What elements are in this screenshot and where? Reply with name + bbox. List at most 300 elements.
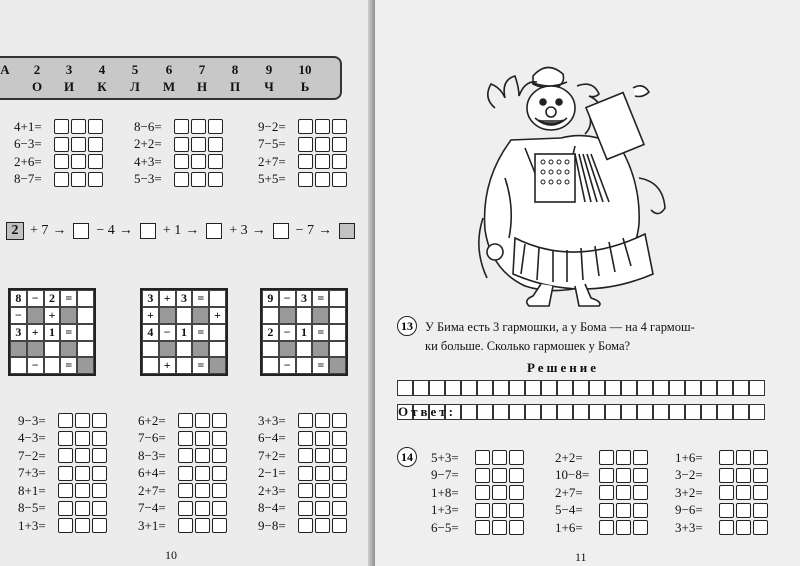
puzzle-empty-cell[interactable]	[312, 341, 329, 358]
answer-cell[interactable]	[212, 448, 227, 463]
answer-cell[interactable]	[315, 119, 330, 134]
answer-cell[interactable]	[195, 448, 210, 463]
arrow-right-icon: →	[251, 223, 266, 238]
grid-cell[interactable]	[493, 404, 509, 420]
answer-cell[interactable]	[71, 119, 86, 134]
grid-cell[interactable]	[717, 404, 733, 420]
answer-cell[interactable]	[332, 431, 347, 446]
answer-cell[interactable]	[616, 503, 631, 518]
answer-cell[interactable]	[195, 413, 210, 428]
answer-cell[interactable]	[174, 137, 189, 152]
answer-cell[interactable]	[298, 413, 313, 428]
answer-cell[interactable]	[174, 172, 189, 187]
grid-cell[interactable]	[605, 404, 621, 420]
answer-cell[interactable]	[212, 483, 227, 498]
equation-row	[431, 484, 526, 502]
equation-text: 5−3=	[134, 171, 162, 187]
answer-cell[interactable]	[332, 154, 347, 169]
equation-row	[675, 502, 770, 520]
puzzle-empty-cell[interactable]	[176, 341, 193, 357]
puzzle-empty-cell[interactable]	[329, 324, 346, 341]
puzzle-empty-cell[interactable]	[44, 341, 61, 357]
answer-cell[interactable]	[208, 172, 223, 187]
answer-cell[interactable]	[616, 468, 631, 483]
equation-row	[18, 430, 109, 448]
answer-cell[interactable]	[88, 172, 103, 187]
equation-text: 6+4=	[138, 465, 166, 481]
answer-cell[interactable]	[88, 119, 103, 134]
answer-cell[interactable]	[492, 450, 507, 465]
answer-cell[interactable]	[178, 483, 193, 498]
puzzle-empty-cell[interactable]	[10, 341, 27, 357]
puzzle-cell: 8	[10, 290, 27, 307]
puzzle-empty-cell[interactable]	[262, 307, 279, 324]
equation-row	[675, 519, 770, 537]
equation-text: 3+3=	[258, 412, 286, 428]
answer-cell[interactable]	[315, 172, 330, 187]
answer-cell[interactable]	[315, 466, 330, 481]
answer-cell[interactable]	[719, 450, 734, 465]
grid-cell[interactable]	[589, 380, 605, 396]
answer-cell[interactable]	[616, 450, 631, 465]
puzzle-cell: +	[159, 290, 176, 307]
answer-cell[interactable]	[298, 483, 313, 498]
answer-cell[interactable]	[71, 154, 86, 169]
answer-cell[interactable]	[509, 450, 524, 465]
grid-cell[interactable]	[605, 380, 621, 396]
answer-cell[interactable]	[174, 119, 189, 134]
puzzle-empty-cell[interactable]	[296, 307, 313, 324]
answer-cell[interactable]	[736, 485, 751, 500]
task-number-badge: 14	[397, 447, 417, 467]
answer-cell[interactable]	[92, 431, 107, 446]
puzzle-cell: =	[60, 357, 77, 374]
grid-cell[interactable]	[413, 380, 429, 396]
grid-cell[interactable]	[509, 404, 525, 420]
answer-cell[interactable]	[75, 518, 90, 533]
puzzle-empty-cell[interactable]	[329, 357, 346, 374]
grid-cell[interactable]	[749, 380, 765, 396]
answer-cell[interactable]	[298, 466, 313, 481]
grid-cell[interactable]	[461, 380, 477, 396]
code-letter: О	[31, 79, 43, 94]
answer-cell[interactable]	[753, 485, 768, 500]
grid-cell[interactable]	[589, 404, 605, 420]
page-number: 10	[165, 548, 177, 562]
grid-cell[interactable]	[445, 380, 461, 396]
answer-cell[interactable]	[599, 468, 614, 483]
puzzle-empty-cell[interactable]	[159, 307, 176, 324]
grid-cell[interactable]	[557, 380, 573, 396]
answer-cell[interactable]	[195, 518, 210, 533]
answer-cell[interactable]	[475, 485, 490, 500]
puzzle-empty-cell[interactable]	[142, 341, 159, 357]
code-digit: 4	[98, 62, 106, 77]
answer-cell[interactable]	[475, 503, 490, 518]
equation-row	[258, 412, 349, 430]
solution-grid[interactable]	[397, 380, 765, 396]
answer-cell[interactable]	[191, 154, 206, 169]
puzzle-empty-cell[interactable]	[77, 357, 94, 374]
answer-cell[interactable]	[178, 501, 193, 516]
answer-cell[interactable]	[616, 520, 631, 535]
answer-cell[interactable]	[332, 413, 347, 428]
answer-cell[interactable]	[599, 503, 614, 518]
answer-cell[interactable]	[315, 137, 330, 152]
grid-cell[interactable]	[525, 404, 541, 420]
answer-cell[interactable]	[54, 137, 69, 152]
answer-cell[interactable]	[736, 503, 751, 518]
answer-cell[interactable]	[298, 448, 313, 463]
grid-cell[interactable]	[653, 404, 669, 420]
answer-cell[interactable]	[492, 468, 507, 483]
puzzle-cell: 2	[262, 324, 279, 341]
answer-cell[interactable]	[492, 485, 507, 500]
equation-row	[134, 136, 225, 154]
equation-row	[258, 517, 349, 535]
puzzle-empty-cell[interactable]	[44, 357, 61, 374]
answer-cell[interactable]	[208, 119, 223, 134]
answer-cell[interactable]	[75, 483, 90, 498]
answer-cell[interactable]	[195, 483, 210, 498]
puzzle-empty-cell[interactable]	[159, 341, 176, 357]
equation-row	[138, 430, 229, 448]
answer-cell[interactable]	[88, 137, 103, 152]
answer-cell[interactable]	[212, 518, 227, 533]
answer-cell[interactable]	[92, 483, 107, 498]
answer-cell[interactable]	[475, 468, 490, 483]
answer-cell[interactable]	[58, 466, 73, 481]
answer-cell[interactable]	[178, 413, 193, 428]
answer-cell[interactable]	[71, 137, 86, 152]
puzzle-empty-cell[interactable]	[60, 341, 77, 357]
answer-cell[interactable]	[92, 501, 107, 516]
answer-cell[interactable]	[195, 501, 210, 516]
answer-cell[interactable]	[298, 431, 313, 446]
answer-cell[interactable]	[753, 503, 768, 518]
answer-cell[interactable]	[75, 448, 90, 463]
equation-text: 2+2=	[134, 136, 162, 152]
grid-cell[interactable]	[701, 404, 717, 420]
answer-cell[interactable]	[753, 468, 768, 483]
answer-cell[interactable]	[599, 485, 614, 500]
answer-cell[interactable]	[191, 119, 206, 134]
answer-cell[interactable]	[58, 483, 73, 498]
puzzle-empty-cell[interactable]	[27, 307, 44, 324]
answer-cell[interactable]	[92, 413, 107, 428]
puzzle-cell: =	[192, 357, 209, 374]
answer-cell[interactable]	[88, 154, 103, 169]
equation-block	[258, 412, 349, 535]
puzzle-empty-cell[interactable]	[77, 341, 94, 357]
grid-cell[interactable]	[621, 404, 637, 420]
code-column	[54, 61, 84, 95]
answer-cell[interactable]	[599, 450, 614, 465]
answer-cell[interactable]	[616, 485, 631, 500]
answer-cell[interactable]	[54, 172, 69, 187]
puzzle-cell: =	[312, 357, 329, 374]
equation-row	[14, 136, 105, 154]
answer-cell[interactable]	[298, 172, 313, 187]
answer-cell[interactable]	[58, 413, 73, 428]
answer-cell[interactable]	[58, 518, 73, 533]
chain-operation: + 3	[229, 223, 248, 238]
puzzle-empty-cell[interactable]	[209, 324, 226, 341]
answer-cell[interactable]	[208, 137, 223, 152]
grid-cell[interactable]	[541, 404, 557, 420]
answer-cell[interactable]	[475, 450, 490, 465]
puzzle-empty-cell[interactable]	[77, 324, 94, 341]
equation-text: 2+6=	[14, 153, 42, 169]
grid-cell[interactable]	[669, 380, 685, 396]
equation-block	[258, 118, 349, 188]
equation-row	[431, 519, 526, 537]
equation-text: 7−6=	[138, 430, 166, 446]
grid-cell[interactable]	[669, 404, 685, 420]
answer-cell[interactable]	[509, 468, 524, 483]
equation-text: 2+2=	[555, 449, 583, 465]
equation-block	[134, 118, 225, 188]
puzzle-empty-cell[interactable]	[77, 307, 94, 324]
answer-cell[interactable]	[191, 172, 206, 187]
answer-cell[interactable]	[332, 448, 347, 463]
answer-cell[interactable]	[509, 503, 524, 518]
answer-cell[interactable]	[475, 520, 490, 535]
equation-text: 7+2=	[258, 447, 286, 463]
answer-cell[interactable]	[195, 466, 210, 481]
grid-cell[interactable]	[685, 380, 701, 396]
answer-cell[interactable]	[298, 154, 313, 169]
answer-cell[interactable]	[315, 448, 330, 463]
equation-text: 2+7=	[138, 482, 166, 498]
answer-cell[interactable]	[736, 450, 751, 465]
equation-text: 6−5=	[431, 519, 459, 535]
answer-cell[interactable]	[332, 518, 347, 533]
answer-cell[interactable]	[58, 501, 73, 516]
equation-text: 9−8=	[258, 517, 286, 533]
answer-cell[interactable]	[195, 431, 210, 446]
grid-cell[interactable]	[685, 404, 701, 420]
answer-cell[interactable]	[75, 501, 90, 516]
grid-cell[interactable]	[525, 380, 541, 396]
chain-answer-box[interactable]	[339, 223, 355, 239]
answer-cell[interactable]	[315, 518, 330, 533]
answer-cell[interactable]	[92, 518, 107, 533]
puzzle-empty-cell[interactable]	[329, 307, 346, 324]
answer-cell[interactable]	[92, 448, 107, 463]
equation-row	[14, 171, 105, 189]
grid-cell[interactable]	[637, 380, 653, 396]
equation-row	[258, 482, 349, 500]
answer-cell[interactable]	[75, 413, 90, 428]
equation-row	[138, 447, 229, 465]
answer-cell[interactable]	[633, 503, 648, 518]
equation-block	[431, 449, 526, 537]
chain-answer-box[interactable]	[206, 223, 222, 239]
code-letter: Ч	[264, 79, 274, 94]
solution-heading: Решение	[527, 360, 600, 375]
puzzle-empty-cell[interactable]	[329, 290, 346, 307]
answer-cell[interactable]	[208, 154, 223, 169]
answer-cell[interactable]	[633, 520, 648, 535]
answer-cell[interactable]	[736, 468, 751, 483]
answer-cell[interactable]	[212, 413, 227, 428]
grid-cell[interactable]	[573, 380, 589, 396]
puzzle-empty-cell[interactable]	[10, 357, 27, 374]
answer-cell[interactable]	[212, 501, 227, 516]
answer-cell[interactable]	[509, 485, 524, 500]
answer-cell[interactable]	[719, 468, 734, 483]
task-number-badge: 13	[397, 316, 417, 336]
answer-cell[interactable]	[92, 466, 107, 481]
answer-cell[interactable]	[315, 431, 330, 446]
grid-cell[interactable]	[477, 380, 493, 396]
answer-cell[interactable]	[736, 520, 751, 535]
answer-cell[interactable]	[332, 466, 347, 481]
grid-cell[interactable]	[653, 380, 669, 396]
answer-cell[interactable]	[54, 154, 69, 169]
answer-cell[interactable]	[315, 413, 330, 428]
answer-cell[interactable]	[633, 450, 648, 465]
puzzle-cell: 3	[10, 324, 27, 341]
answer-cell[interactable]	[75, 466, 90, 481]
answer-cell[interactable]	[54, 119, 69, 134]
grid-cell[interactable]	[477, 404, 493, 420]
puzzle-empty-cell[interactable]	[192, 341, 209, 357]
equation-text: 7−5=	[258, 136, 286, 152]
equation-block	[555, 449, 650, 537]
grid-cell[interactable]	[493, 380, 509, 396]
answer-cell[interactable]	[753, 450, 768, 465]
answer-cell[interactable]	[332, 172, 347, 187]
puzzle-empty-cell[interactable]	[209, 357, 226, 374]
grid-cell[interactable]	[461, 404, 477, 420]
answer-cell[interactable]	[719, 503, 734, 518]
equation-text: 5+3=	[431, 449, 459, 465]
answer-cell[interactable]	[178, 431, 193, 446]
equation-row	[138, 482, 229, 500]
answer-cell[interactable]	[298, 518, 313, 533]
puzzle-cell: =	[312, 290, 329, 307]
grid-cell[interactable]	[541, 380, 557, 396]
code-table	[0, 56, 342, 100]
code-column	[254, 61, 284, 95]
answer-cell[interactable]	[178, 466, 193, 481]
puzzle-empty-cell[interactable]	[209, 290, 226, 307]
grid-cell[interactable]	[397, 380, 413, 396]
answer-cell[interactable]	[332, 483, 347, 498]
code-digit: 9	[265, 62, 273, 77]
puzzle-empty-cell[interactable]	[60, 307, 77, 324]
task-13-line-1: У Бима есть 3 гармошки, а у Бома — на 4 гармош-	[425, 320, 695, 334]
answer-cell[interactable]	[633, 468, 648, 483]
equation-row	[431, 502, 526, 520]
answer-cell[interactable]	[71, 172, 86, 187]
puzzle-empty-cell[interactable]	[312, 307, 329, 324]
answer-cell[interactable]	[212, 466, 227, 481]
grid-cell[interactable]	[573, 404, 589, 420]
answer-cell[interactable]	[174, 154, 189, 169]
grid-cell[interactable]	[637, 404, 653, 420]
equation-text: 9−7=	[431, 467, 459, 483]
equation-text: 1+3=	[431, 502, 459, 518]
puzzle-empty-cell[interactable]	[27, 341, 44, 357]
answer-cell[interactable]	[178, 448, 193, 463]
puzzle-empty-cell[interactable]	[296, 341, 313, 358]
equation-text: 4+3=	[134, 153, 162, 169]
answer-cell[interactable]	[191, 137, 206, 152]
grid-cell[interactable]	[701, 380, 717, 396]
answer-cell[interactable]	[719, 520, 734, 535]
equation-row	[14, 153, 105, 171]
puzzle-empty-cell[interactable]	[279, 341, 296, 358]
answer-cell[interactable]	[298, 501, 313, 516]
answer-cell[interactable]	[75, 431, 90, 446]
answer-cell[interactable]	[719, 485, 734, 500]
answer-cell[interactable]	[332, 501, 347, 516]
puzzle-empty-cell[interactable]	[209, 341, 226, 357]
answer-cell[interactable]	[315, 501, 330, 516]
arrow-right-icon: →	[318, 223, 333, 238]
puzzle-empty-cell[interactable]	[142, 357, 159, 374]
puzzle-empty-cell[interactable]	[279, 307, 296, 324]
equation-text: 10−8=	[555, 467, 590, 483]
answer-cell[interactable]	[315, 483, 330, 498]
puzzle-empty-cell[interactable]	[77, 290, 94, 307]
equation-text: 1+3=	[18, 517, 46, 533]
code-column	[154, 61, 184, 95]
answer-cell[interactable]	[178, 518, 193, 533]
answer-cell[interactable]	[298, 137, 313, 152]
puzzle-empty-cell[interactable]	[329, 341, 346, 358]
answer-cell[interactable]	[492, 503, 507, 518]
puzzle-empty-cell[interactable]	[262, 357, 279, 374]
chain-answer-box[interactable]	[140, 223, 156, 239]
chain-answer-box[interactable]	[73, 223, 89, 239]
answer-cell[interactable]	[492, 520, 507, 535]
answer-cell[interactable]	[58, 448, 73, 463]
puzzle-empty-cell[interactable]	[296, 357, 313, 374]
answer-cell[interactable]	[212, 431, 227, 446]
grid-cell[interactable]	[621, 380, 637, 396]
answer-cell[interactable]	[633, 485, 648, 500]
code-letter: А	[0, 62, 10, 77]
puzzle-empty-cell[interactable]	[192, 307, 209, 324]
answer-cell[interactable]	[58, 431, 73, 446]
answer-cell[interactable]	[315, 154, 330, 169]
puzzle-cell: =	[192, 324, 209, 341]
grid-cell[interactable]	[429, 380, 445, 396]
chain-answer-box[interactable]	[273, 223, 289, 239]
grid-cell[interactable]	[557, 404, 573, 420]
answer-cell[interactable]	[332, 137, 347, 152]
answer-cell[interactable]	[753, 520, 768, 535]
puzzle-empty-cell[interactable]	[176, 307, 193, 324]
answer-cell[interactable]	[298, 119, 313, 134]
puzzle-empty-cell[interactable]	[176, 357, 193, 374]
grid-cell[interactable]	[509, 380, 525, 396]
puzzle-empty-cell[interactable]	[262, 341, 279, 358]
equation-text: 4−3=	[18, 430, 46, 446]
grid-cell[interactable]	[717, 380, 733, 396]
grid-cell[interactable]	[733, 380, 749, 396]
answer-cell[interactable]	[599, 520, 614, 535]
answer-cell[interactable]	[332, 119, 347, 134]
grid-cell[interactable]	[749, 404, 765, 420]
grid-cell[interactable]	[733, 404, 749, 420]
answer-cell[interactable]	[509, 520, 524, 535]
equation-text: 3−2=	[675, 467, 703, 483]
